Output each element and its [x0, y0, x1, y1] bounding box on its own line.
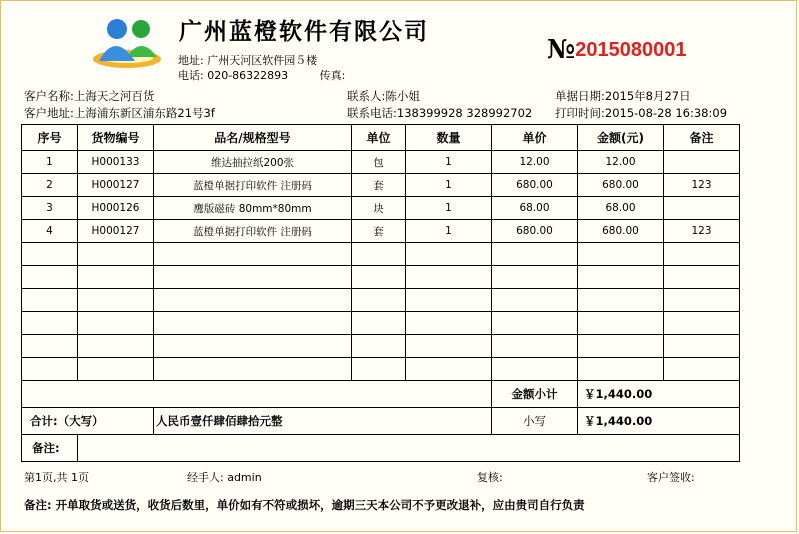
cell-unit: 套 [352, 174, 406, 197]
cell-qty: 1 [406, 197, 492, 220]
customer-name: 客户名称:上海天之河百货 [24, 89, 155, 103]
subtotal-value: ￥1,440.00 [578, 381, 740, 408]
cell-product: 蓝橙单据打印软件 注册码 [154, 220, 352, 243]
cell-amount: 12.00 [578, 151, 664, 174]
empty-row [22, 289, 740, 312]
company-fax: 传真: [319, 69, 346, 82]
cell-remark [664, 197, 740, 220]
page-count: 第1页,共 1页 [24, 471, 89, 484]
cell-amount: 68.00 [578, 197, 664, 220]
document-date: 单据日期:2015年8月27日 [555, 89, 691, 103]
customer-address: 客户地址:上海浦东新区浦东路21号3f [24, 106, 215, 120]
remark-row [22, 435, 740, 462]
document-number [547, 35, 687, 65]
cell-price: 12.00 [492, 151, 578, 174]
empty-row [22, 243, 740, 266]
remark-value [78, 435, 740, 462]
header-code: 货物编号 [78, 125, 154, 151]
header-amount: 金额(元) [578, 125, 664, 151]
cell-code: H000127 [78, 220, 154, 243]
customer-sign: 客户签收: [647, 471, 695, 484]
number-value: 2015080001 [575, 39, 687, 61]
reviewer: 复核: [477, 471, 503, 484]
table-row [22, 174, 740, 197]
table-header-row [22, 125, 740, 151]
header-qty: 数量 [406, 125, 492, 151]
cell-product: 蓝橙单据打印软件 注册码 [154, 174, 352, 197]
header-index: 序号 [22, 125, 78, 151]
cell-index: 1 [22, 151, 78, 174]
cell-index: 3 [22, 197, 78, 220]
cell-index: 2 [22, 174, 78, 197]
cell-amount: 680.00 [578, 174, 664, 197]
cell-qty: 1 [406, 151, 492, 174]
print-time: 打印时间:2015-08-28 16:38:09 [555, 106, 728, 120]
cell-unit: 包 [352, 151, 406, 174]
cell-qty: 1 [406, 220, 492, 243]
total-label: 合计:（大写） [22, 408, 154, 435]
table-row [22, 220, 740, 243]
small-label: 小写 [492, 408, 578, 435]
total-uppercase: 人民币壹仟肆佰肆拾元整 [154, 408, 492, 435]
cell-unit: 套 [352, 220, 406, 243]
cell-price: 68.00 [492, 197, 578, 220]
cell-code: H000126 [78, 197, 154, 220]
company-name: 广州蓝橙软件有限公司 [179, 19, 429, 45]
contact-person: 联系人:陈小姐 [347, 89, 420, 103]
cell-index: 4 [22, 220, 78, 243]
empty-row [22, 335, 740, 358]
number-symbol: № [547, 35, 576, 65]
contact-phone: 联系电话:138399928 328992702 [347, 106, 533, 120]
subtotal-row [22, 381, 740, 408]
company-address: 地址: 广州天河区软件园５楼 [178, 54, 318, 67]
cell-product: 鹰版磁砖 80mm*80mm [154, 197, 352, 220]
empty-row [22, 312, 740, 335]
cell-product: 维达抽拉纸200张 [154, 151, 352, 174]
cell-code: H000127 [78, 174, 154, 197]
cell-code: H000133 [78, 151, 154, 174]
empty-row [22, 358, 740, 381]
table-row [22, 151, 740, 174]
cell-remark: 123 [664, 174, 740, 197]
logo-icon [91, 15, 163, 71]
subtotal-label: 金额小计 [492, 381, 578, 408]
table-row [22, 197, 740, 220]
items-table [21, 124, 740, 462]
company-phone: 电话: 020-86322893 [178, 69, 289, 82]
cell-price: 680.00 [492, 174, 578, 197]
handler: 经手人: admin [187, 471, 262, 484]
cell-amount: 680.00 [578, 220, 664, 243]
cell-qty: 1 [406, 174, 492, 197]
header-price: 单价 [492, 125, 578, 151]
small-value: ￥1,440.00 [578, 408, 740, 435]
cell-remark [664, 151, 740, 174]
header-product: 品名/规格型号 [154, 125, 352, 151]
cell-price: 680.00 [492, 220, 578, 243]
header-remark: 备注 [664, 125, 740, 151]
empty-row [22, 266, 740, 289]
cell-remark: 123 [664, 220, 740, 243]
remark-label: 备注: [22, 435, 78, 462]
total-row [22, 408, 740, 435]
header-unit: 单位 [352, 125, 406, 151]
company-phone-line [178, 67, 345, 83]
footer-note: 备注: 开单取货或送货，收货后数里，单价如有不符或损坏，逾期三天本公司不予更改退补，应由贵司自行负责 [24, 498, 585, 512]
cell-unit: 块 [352, 197, 406, 220]
